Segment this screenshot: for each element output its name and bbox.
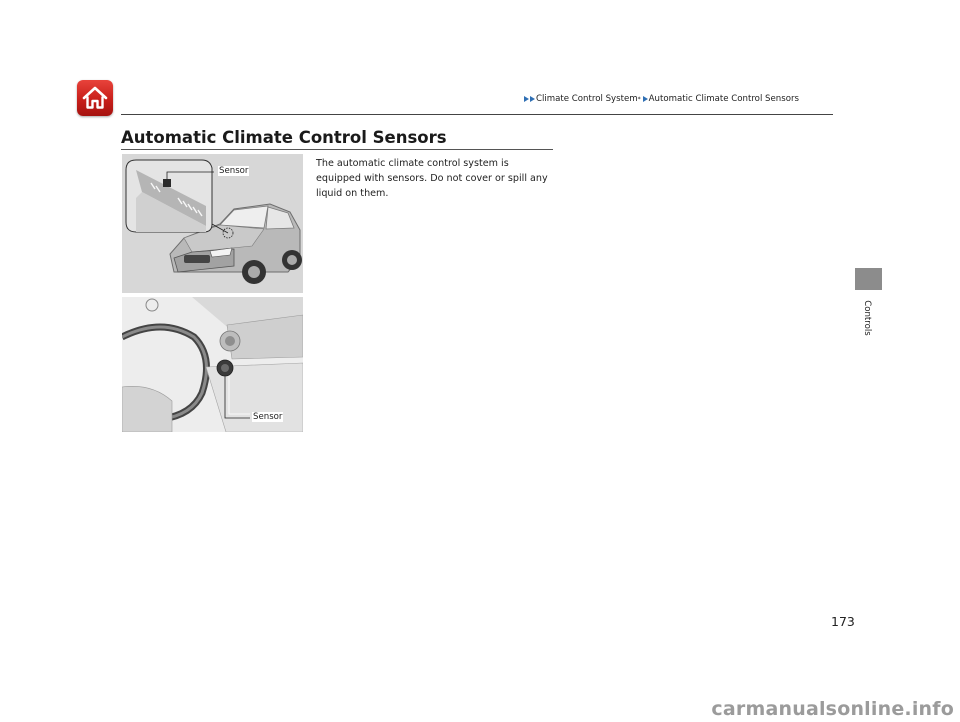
sensor-description: The automatic climate control system is equipped with sensors. Do not cover or spill any liquid on them.: [316, 158, 548, 199]
breadcrumb-arrow-icon: [530, 96, 535, 102]
header-divider: [121, 114, 833, 115]
sensor-callout-label: Sensor: [253, 412, 283, 422]
breadcrumb-arrow-icon: [524, 96, 529, 102]
home-button[interactable]: [77, 80, 113, 116]
page-title: Automatic Climate Control Sensors: [121, 128, 447, 147]
breadcrumb: [524, 94, 799, 104]
car-exterior-figure: [122, 154, 303, 293]
car-exterior-illustration: [122, 154, 303, 293]
chapter-tab[interactable]: [855, 268, 882, 290]
chapter-tab-label: Controls: [862, 300, 872, 336]
home-icon: [82, 86, 108, 110]
interior-sensor-figure: [122, 297, 303, 432]
breadcrumb-asterisk: *: [637, 95, 641, 103]
page-number: 173: [831, 614, 855, 629]
breadcrumb-current-page: Automatic Climate Control Sensors: [648, 94, 799, 104]
breadcrumb-section-link[interactable]: Climate Control System: [536, 94, 638, 104]
title-underline: [121, 149, 553, 150]
watermark: carmanualsonline.info: [711, 698, 954, 720]
breadcrumb-arrow-icon: [643, 96, 648, 102]
sensor-callout-label: Sensor: [219, 166, 249, 176]
